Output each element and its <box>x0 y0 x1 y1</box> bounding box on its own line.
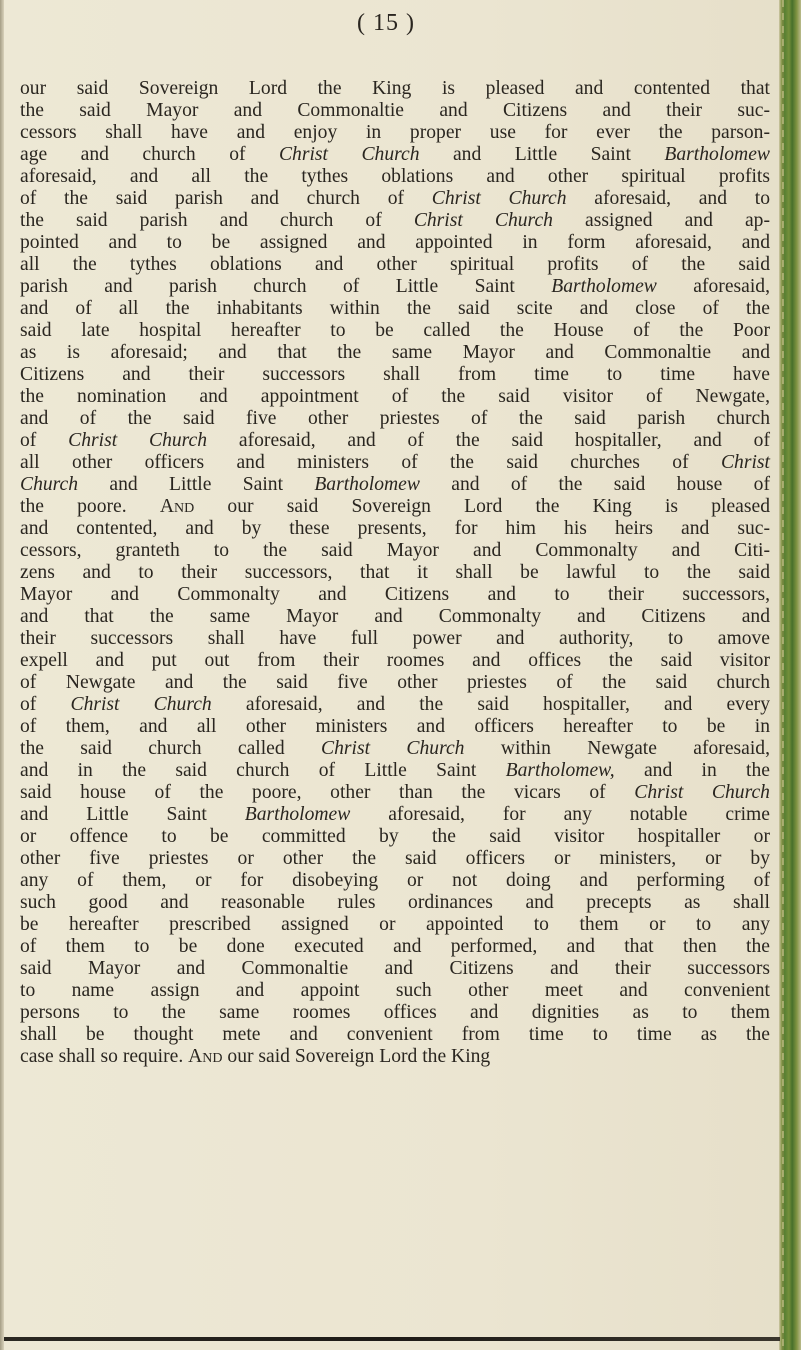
text-run: such good and reasonable rules ordinances and precepts as shall <box>20 892 770 913</box>
text-line <box>20 584 770 606</box>
text-run: all the tythes oblations and other spiritual profits of the said <box>20 254 770 275</box>
text-run: of <box>20 430 69 451</box>
book-spine-edge <box>779 0 801 1350</box>
text-run: and Little Saint <box>419 144 665 165</box>
italic-run: Christ Church <box>413 210 553 231</box>
text-run: or offence to be committed by the said visitor hospitaller or <box>20 826 770 847</box>
text-line <box>20 540 770 562</box>
text-line <box>20 166 770 188</box>
text-line <box>20 782 770 804</box>
text-run: of the said parish and church of <box>20 188 432 209</box>
text-run: parish and parish church of Little Saint <box>20 276 552 297</box>
text-run: the nomination and appointment of the said visitor of Newgate, <box>20 386 770 407</box>
text-line <box>20 848 770 870</box>
text-run: cessors shall have and enjoy in proper use for ever the parson- <box>20 122 770 143</box>
text-run: assigned and ap- <box>552 210 770 231</box>
text-line <box>20 606 770 628</box>
bottom-rule <box>4 1337 780 1341</box>
italic-run: Bartholomew <box>551 276 657 297</box>
text-run: to name assign and appoint such other meet and convenient <box>20 980 770 1001</box>
small-caps-run: And <box>159 496 195 517</box>
text-run: persons to the same roomes offices and dignities as to them <box>20 1002 770 1023</box>
text-line <box>20 518 770 540</box>
text-run: cessors, granteth to the said Mayor and Commonalty and Citi- <box>20 540 770 561</box>
text-line <box>20 452 770 474</box>
text-run: as is aforesaid; and that the same Mayor and Commonaltie and <box>20 342 770 363</box>
text-line <box>20 342 770 364</box>
italic-run: Christ Church <box>70 694 212 715</box>
text-run: within Newgate aforesaid, <box>464 738 770 759</box>
italic-run: Christ Church <box>634 782 770 803</box>
italic-run: Christ <box>720 452 770 473</box>
text-run: the poore. <box>20 496 160 517</box>
text-run: and contented, and by these presents, for him his heirs and suc- <box>20 518 770 539</box>
text-run: aforesaid, and the said hospitaller, and every <box>211 694 770 715</box>
text-line <box>20 144 770 166</box>
text-run: the said parish and church of <box>20 210 414 231</box>
text-line <box>20 628 770 650</box>
italic-run: Christ Church <box>278 144 420 165</box>
text-line <box>20 760 770 782</box>
text-run: expell and put out from their roomes and offices the said visitor <box>20 650 770 671</box>
text-line <box>20 430 770 452</box>
text-run: of them, and all other ministers and officers hereafter to be in <box>20 716 770 737</box>
text-line <box>20 232 770 254</box>
page-left-edge <box>0 0 4 1350</box>
text-line <box>20 1002 770 1024</box>
text-line <box>20 738 770 760</box>
italic-run: Bartholomew <box>664 144 770 165</box>
text-run: aforesaid, and all the tythes oblations and other spiritual profits <box>20 166 770 187</box>
text-line <box>20 276 770 298</box>
text-line <box>20 650 770 672</box>
text-run: aforesaid, for any notable crime <box>350 804 770 825</box>
text-run: said house of the poore, other than the vicars of <box>20 782 635 803</box>
text-line <box>20 364 770 386</box>
text-run: Citizens and their successors shall from time to time have <box>20 364 770 385</box>
text-line <box>20 1046 770 1068</box>
text-run: pointed and to be assigned and appointed in form aforesaid, and <box>20 232 770 253</box>
text-line <box>20 562 770 584</box>
text-run: and of all the inhabitants within the said scite and close of the <box>20 298 770 319</box>
text-line <box>20 716 770 738</box>
text-run: the said church called <box>20 738 322 759</box>
text-line <box>20 386 770 408</box>
text-line <box>20 958 770 980</box>
text-run: and in the <box>614 760 770 781</box>
text-line <box>20 694 770 716</box>
text-line <box>20 496 770 518</box>
text-run: and of the said five other priestes of the said parish church <box>20 408 770 429</box>
text-line <box>20 254 770 276</box>
text-run: all other officers and ministers of the said churches of <box>20 452 721 473</box>
text-line <box>20 100 770 122</box>
text-run: and that the same Mayor and Commonalty and Citizens and <box>20 606 770 627</box>
text-line <box>20 892 770 914</box>
text-line <box>20 870 770 892</box>
text-run: the said Mayor and Commonaltie and Citizens and their suc- <box>20 100 770 121</box>
text-run: aforesaid, <box>656 276 770 297</box>
italic-run: Christ Church <box>321 738 465 759</box>
text-run: any of them, or for disobeying or not doing and performing of <box>20 870 770 891</box>
text-run: of Newgate and the said five other priestes of the said church <box>20 672 770 693</box>
text-line <box>20 320 770 342</box>
text-run: and of the said house of <box>419 474 770 495</box>
text-run: zens and to their successors, that it shall be lawful to the said <box>20 562 770 583</box>
italic-run: Bartholomew, <box>505 760 615 781</box>
italic-run: Christ Church <box>68 430 208 451</box>
text-line <box>20 408 770 430</box>
text-run: our said Sovereign Lord the King <box>222 1046 491 1067</box>
text-run: and Little Saint <box>20 804 245 825</box>
text-line <box>20 298 770 320</box>
italic-run: Bartholomew <box>314 474 420 495</box>
text-run: shall be thought mete and convenient from time to time as the <box>20 1024 770 1045</box>
text-run: be hereafter prescribed assigned or appointed to them or to any <box>20 914 770 935</box>
text-line <box>20 826 770 848</box>
small-caps-run: And <box>188 1046 223 1067</box>
text-run: our said Sovereign Lord the King is pleased <box>194 496 770 517</box>
italic-run: Christ Church <box>431 188 567 209</box>
text-line <box>20 78 770 100</box>
text-run: case shall so require. <box>20 1046 189 1067</box>
text-run: aforesaid, and of the said hospitaller, and of <box>207 430 770 451</box>
text-run: our said Sovereign Lord the King is pleased and contented that <box>20 78 770 99</box>
text-line <box>20 210 770 232</box>
text-run: Mayor and Commonalty and Citizens and to their successors, <box>20 584 770 605</box>
text-run: other five priestes or other the said officers or ministers, or by <box>20 848 770 869</box>
text-line <box>20 1024 770 1046</box>
text-line <box>20 188 770 210</box>
text-line <box>20 122 770 144</box>
text-run: their successors shall have full power and authority, to amove <box>20 628 770 649</box>
text-line <box>20 980 770 1002</box>
text-run: said Mayor and Commonaltie and Citizens and their successors <box>20 958 770 979</box>
text-line <box>20 672 770 694</box>
text-run: of <box>20 694 71 715</box>
text-run: and Little Saint <box>78 474 315 495</box>
text-line <box>20 474 770 496</box>
italic-run: Bartholomew <box>244 804 351 825</box>
text-run: age and church of <box>20 144 279 165</box>
text-run: and in the said church of Little Saint <box>20 760 506 781</box>
text-run: of them to be done executed and performed, and that then the <box>20 936 770 957</box>
italic-run: Church <box>20 474 79 495</box>
text-line <box>20 914 770 936</box>
body-text <box>20 78 770 1068</box>
text-run: said late hospital hereafter to be called the House of the Poor <box>20 320 770 341</box>
text-line <box>20 804 770 826</box>
page-number: ( 15 ) <box>357 10 415 36</box>
text-run: aforesaid, and to <box>566 188 770 209</box>
text-line <box>20 936 770 958</box>
